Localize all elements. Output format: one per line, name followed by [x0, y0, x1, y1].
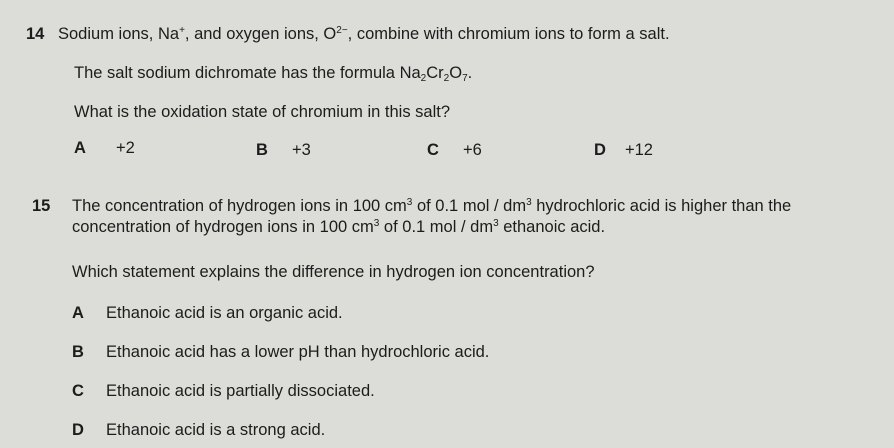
q15-stem-line2: [72, 217, 605, 237]
q15-option-a-letter: A: [72, 304, 84, 322]
q15-conc1: 0.1 mol / dm: [435, 197, 527, 215]
q14-question: What is the oxidation state of chromium in this salt?: [74, 103, 451, 121]
q15-line2-of: of: [379, 218, 403, 236]
q14-number: 14: [26, 25, 45, 43]
formula-o-sub: 7: [462, 73, 468, 84]
o-charge: 2−: [336, 25, 348, 36]
q14-line1-mid: , and oxygen ions, O: [184, 25, 337, 43]
q14-option-c-text: +6: [463, 141, 482, 159]
q15-line1-post: hydrochloric acid is higher than the: [531, 197, 792, 215]
q14-option-d-letter: D: [594, 141, 606, 159]
formula-o: O: [449, 64, 463, 82]
formula-na: Na: [399, 64, 421, 82]
q15-vol1-exp: 3: [406, 197, 413, 208]
q14-line1-pre: Sodium ions, Na: [58, 25, 180, 43]
q15-line2-pre: concentration of hydrogen ions in: [72, 218, 320, 236]
q15-option-c-text: Ethanoic acid is partially dissociated.: [106, 382, 375, 400]
formula-na-sub: 2: [420, 73, 427, 84]
q15-option-b-letter: B: [72, 343, 84, 361]
q15-line2-post: ethanoic acid.: [498, 218, 606, 236]
q15-question: Which statement explains the difference in hydrogen ion concentration?: [72, 263, 595, 281]
q15-vol1: 100 cm: [352, 197, 407, 215]
q15-line1-pre: The concentration of hydrogen ions in: [72, 197, 353, 215]
na-charge: +: [179, 25, 185, 36]
q14-option-a-letter: A: [74, 139, 86, 157]
q15-number: 15: [32, 197, 51, 215]
q14-option-b-text: +3: [292, 141, 311, 159]
formula-end: .: [467, 64, 473, 82]
q14-option-d-text: +12: [625, 141, 653, 159]
q14-line1-post: , combine with chromium ions to form a salt.: [347, 25, 670, 43]
q15-option-a-text: Ethanoic acid is an organic acid.: [106, 304, 343, 322]
q15-option-c-letter: C: [72, 382, 84, 400]
q14-option-a-text: +2: [116, 139, 135, 157]
q15-stem-line1: [72, 196, 791, 216]
q15-conc2-exp: 3: [493, 218, 499, 229]
q15-option-d-letter: D: [72, 421, 84, 439]
q14-stem-line1: [58, 24, 670, 44]
q15-conc1-exp: 3: [526, 197, 532, 208]
formula-cr-sub: 2: [443, 73, 450, 84]
q15-conc2: 0.1 mol / dm: [402, 218, 494, 236]
q15-vol2-exp: 3: [373, 218, 380, 229]
q15-vol2: 100 cm: [319, 218, 374, 236]
q14-stem-line2: [74, 63, 472, 83]
q14-line2-pre: The salt sodium dichromate has the formula: [74, 64, 400, 82]
q15-line1-of: of: [412, 197, 436, 215]
q15-option-b-text: Ethanoic acid has a lower pH than hydrochloric acid.: [106, 343, 490, 361]
q15-option-d-text: Ethanoic acid is a strong acid.: [106, 421, 326, 439]
formula-cr: Cr: [426, 64, 444, 82]
q14-option-c-letter: C: [427, 141, 439, 159]
q14-option-b-letter: B: [256, 141, 268, 159]
